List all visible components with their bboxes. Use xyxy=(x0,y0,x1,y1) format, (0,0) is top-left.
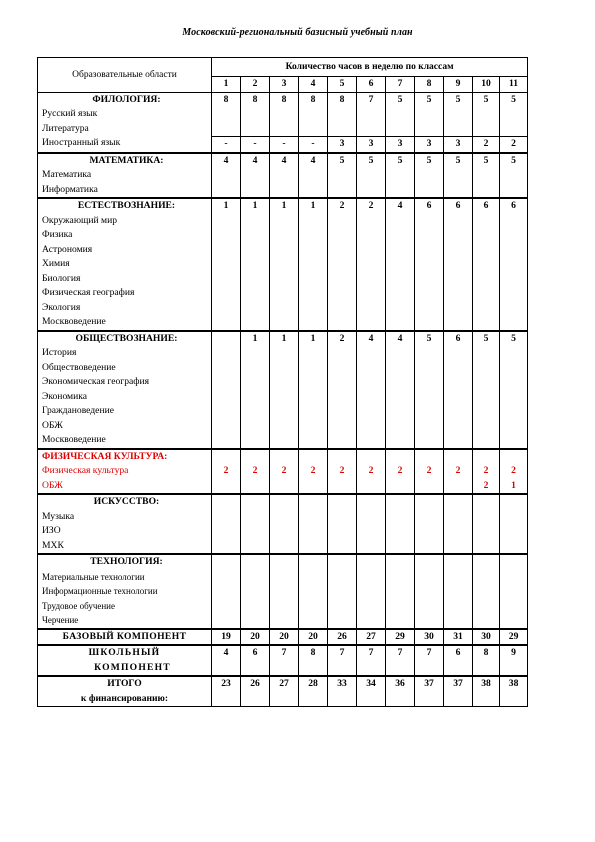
total-value: 20 xyxy=(299,629,328,646)
subject-label: Физическая география xyxy=(42,287,135,298)
total-value: 30 xyxy=(415,629,444,646)
hours-value: 2 xyxy=(455,465,461,476)
hours-value: 5 xyxy=(455,154,461,166)
total-label xyxy=(38,645,212,676)
hours-cell xyxy=(415,554,444,629)
class-header-3: 3 xyxy=(270,77,299,93)
hours-cell xyxy=(270,153,299,199)
total-value: 26 xyxy=(241,676,270,707)
hours-value: 6 xyxy=(483,200,489,211)
hours-value: 1 xyxy=(310,200,316,211)
hours-cell xyxy=(328,554,357,629)
class-header-1: 1 xyxy=(212,77,241,93)
subject-label: Экономика xyxy=(42,390,88,402)
hours-cell xyxy=(299,554,328,629)
hours-cell xyxy=(500,331,528,449)
total-value: 33 xyxy=(328,676,357,707)
section-area xyxy=(38,494,212,554)
hours-cell xyxy=(270,331,299,449)
hours-value: 6 xyxy=(511,200,516,211)
hours-cell xyxy=(212,153,241,199)
total-value: 7 xyxy=(357,645,386,676)
subject-label: Москвоведение xyxy=(42,316,106,327)
hours-extra-value: - xyxy=(298,136,328,152)
hours-cell xyxy=(299,92,328,153)
hours-cell xyxy=(415,449,444,495)
total-value: 6 xyxy=(241,645,270,676)
total-value: 31 xyxy=(444,629,473,646)
subject-label: Экология xyxy=(42,301,81,313)
hours-value: 1 xyxy=(310,332,316,344)
total-value: 7 xyxy=(415,645,444,676)
hours-value: 8 xyxy=(252,93,258,105)
class-header-11: 11 xyxy=(500,77,528,93)
subject-label: Русский язык xyxy=(42,108,98,119)
section-row xyxy=(38,554,528,629)
hours-cell xyxy=(444,449,473,495)
subject-label: Обществоведение xyxy=(42,361,116,373)
hours-value: 2 xyxy=(368,465,374,476)
hours-cell xyxy=(212,554,241,629)
hours-cell xyxy=(270,92,299,153)
hours-cell xyxy=(299,153,328,199)
section-area xyxy=(38,331,212,449)
total-value: 30 xyxy=(473,629,500,646)
total-value: 27 xyxy=(357,629,386,646)
hours-value: 5 xyxy=(511,332,516,344)
subject-label: Биология xyxy=(42,272,81,284)
hours-cell xyxy=(473,92,500,153)
total-value: 9 xyxy=(500,645,528,676)
hours-value: 5 xyxy=(511,93,516,105)
total-label-line: ИТОГО xyxy=(107,678,142,689)
hours-value: 5 xyxy=(368,154,374,166)
hours-cell xyxy=(444,198,473,331)
subject-label: Астрономия xyxy=(42,243,93,255)
hours-extra-value: 2 xyxy=(472,136,500,152)
hours-cell xyxy=(500,198,528,331)
hours-value: 5 xyxy=(339,154,345,166)
total-value: 6 xyxy=(444,645,473,676)
hours-value: 5 xyxy=(455,93,461,105)
total-value: 8 xyxy=(473,645,500,676)
hours-cell xyxy=(500,153,528,199)
hours-value: 1 xyxy=(281,332,287,344)
hours-value: 2 xyxy=(511,465,516,476)
subject-label: ОБЖ xyxy=(42,479,63,491)
hours-cell xyxy=(212,198,241,331)
hours-value: 6 xyxy=(455,332,461,344)
section-row xyxy=(38,92,528,153)
hours-value: 5 xyxy=(483,332,489,344)
total-row xyxy=(38,629,528,646)
class-header-4: 4 xyxy=(299,77,328,93)
class-header-8: 8 xyxy=(415,77,444,93)
total-value: 37 xyxy=(444,676,473,707)
hours-cell xyxy=(241,92,270,153)
subject-label: Экономическая география xyxy=(42,376,150,387)
total-row xyxy=(38,676,528,707)
class-header-9: 9 xyxy=(444,77,473,93)
hours-value: 4 xyxy=(397,332,403,344)
hours-cell xyxy=(386,198,415,331)
section-area xyxy=(38,198,212,331)
hours-extra-value: 3 xyxy=(414,136,444,152)
hours-value: 1 xyxy=(223,200,229,211)
hours-value: 4 xyxy=(223,154,229,166)
total-value: 23 xyxy=(212,676,241,707)
total-value: 7 xyxy=(270,645,299,676)
total-row xyxy=(38,645,528,676)
total-value: 37 xyxy=(415,676,444,707)
hours-value: 5 xyxy=(483,154,489,166)
hours-cell xyxy=(270,198,299,331)
subject-label: Химия xyxy=(42,258,70,269)
subject-label: Окружающий мир xyxy=(42,214,118,226)
hours-cell xyxy=(241,153,270,199)
hours-value: 4 xyxy=(310,154,316,166)
total-value: 34 xyxy=(357,676,386,707)
hours-extra-value: 3 xyxy=(443,136,473,152)
section-area xyxy=(38,554,212,629)
hours-cell xyxy=(473,554,500,629)
hours-cell xyxy=(444,494,473,554)
hours-cell xyxy=(357,92,386,153)
total-value: 26 xyxy=(328,629,357,646)
hours-cell xyxy=(473,449,500,495)
subject-label: Физика xyxy=(42,229,73,240)
subject-label: Иностранный язык xyxy=(42,137,121,148)
subject-label: ИЗО xyxy=(42,525,61,536)
total-value: 27 xyxy=(270,676,299,707)
total-value: 19 xyxy=(212,629,241,646)
subject-label: История xyxy=(42,347,77,358)
hours-value: 6 xyxy=(455,200,461,211)
hours-value: 7 xyxy=(368,93,374,105)
hours-cell xyxy=(328,449,357,495)
section-heading: ФИЗИЧЕСКАЯ КУЛЬТУРА: xyxy=(42,450,168,462)
section-row xyxy=(38,198,528,331)
total-value: 28 xyxy=(299,676,328,707)
subject-label: Физическая культура xyxy=(42,465,129,476)
section-row xyxy=(38,494,528,554)
hours-value: 2 xyxy=(339,465,345,476)
hours-cell xyxy=(241,198,270,331)
class-header-2: 2 xyxy=(241,77,270,93)
section-heading: МАТЕМАТИКА: xyxy=(89,154,164,166)
hours-extra-value: 2 xyxy=(483,479,489,491)
class-header-6: 6 xyxy=(357,77,386,93)
total-value: 20 xyxy=(241,629,270,646)
hours-cell xyxy=(212,331,241,449)
hours-value: 2 xyxy=(368,200,374,211)
total-value: 4 xyxy=(212,645,241,676)
hours-extra-value: 3 xyxy=(327,136,357,152)
hours-cell xyxy=(444,554,473,629)
total-value: 29 xyxy=(500,629,528,646)
hours-cell xyxy=(386,554,415,629)
hours-header: Количество часов в неделю по классам xyxy=(212,58,528,77)
hours-cell xyxy=(415,92,444,153)
hours-cell xyxy=(386,494,415,554)
hours-extra-value: 2 xyxy=(499,136,528,152)
hours-value: 2 xyxy=(310,465,316,476)
hours-cell xyxy=(444,92,473,153)
total-value: 7 xyxy=(328,645,357,676)
hours-cell xyxy=(473,153,500,199)
subject-label: МХК xyxy=(42,539,64,551)
hours-value: 8 xyxy=(281,93,287,105)
hours-cell xyxy=(500,449,528,495)
total-label xyxy=(38,676,212,707)
hours-value: 5 xyxy=(426,93,432,105)
section-area xyxy=(38,153,212,199)
hours-value: 2 xyxy=(397,465,403,476)
section-area xyxy=(38,92,212,153)
hours-value: 4 xyxy=(252,154,258,166)
total-value: 7 xyxy=(386,645,415,676)
subject-label: Математика xyxy=(42,169,92,180)
section-heading: ФИЛОЛОГИЯ: xyxy=(92,93,161,105)
hours-value: 2 xyxy=(281,465,287,476)
hours-cell xyxy=(241,494,270,554)
hours-value: 5 xyxy=(483,93,489,105)
subject-label: Материальные технологии xyxy=(42,571,145,582)
hours-cell xyxy=(299,331,328,449)
subject-label: Граждановедение xyxy=(42,405,114,416)
subject-label: Москвоведение xyxy=(42,434,106,445)
hours-cell xyxy=(415,331,444,449)
hours-value: 2 xyxy=(426,465,432,476)
section-heading: ТЕХНОЛОГИЯ: xyxy=(90,556,163,567)
hours-value: 4 xyxy=(281,154,287,166)
areas-header: Образовательные области xyxy=(38,58,212,93)
hours-cell xyxy=(386,153,415,199)
hours-cell xyxy=(357,153,386,199)
subject-label: Литература xyxy=(42,122,89,134)
section-row xyxy=(38,449,528,495)
hours-value: 6 xyxy=(426,200,432,211)
section-area xyxy=(38,449,212,495)
hours-cell xyxy=(328,494,357,554)
section-heading: ЕСТЕСТВОЗНАНИЕ: xyxy=(77,200,176,211)
hours-extra-value: 3 xyxy=(385,136,415,152)
total-label-line: БАЗОВЫЙ КОМПОНЕНТ xyxy=(62,630,187,642)
hours-cell xyxy=(473,494,500,554)
section-heading: ОБЩЕСТВОЗНАНИЕ: xyxy=(75,332,178,344)
hours-value: 8 xyxy=(310,93,316,105)
hours-value: 8 xyxy=(339,93,345,105)
hours-value: 2 xyxy=(483,465,489,476)
hours-cell xyxy=(241,449,270,495)
hours-cell xyxy=(415,494,444,554)
hours-cell xyxy=(415,153,444,199)
total-value: 29 xyxy=(386,629,415,646)
hours-cell xyxy=(241,554,270,629)
hours-value: 2 xyxy=(252,465,258,476)
hours-value: 2 xyxy=(339,332,345,344)
hours-cell xyxy=(270,449,299,495)
hours-value: 5 xyxy=(426,332,432,344)
hours-value: 4 xyxy=(368,332,374,344)
hours-cell xyxy=(270,494,299,554)
hours-cell xyxy=(386,92,415,153)
hours-value: 1 xyxy=(252,200,258,211)
total-value: 36 xyxy=(386,676,415,707)
subject-label: Информатика xyxy=(42,183,98,195)
hours-value: 2 xyxy=(223,465,229,476)
hours-cell xyxy=(357,198,386,331)
subject-label: Черчение xyxy=(42,615,79,625)
hours-cell xyxy=(415,198,444,331)
section-row xyxy=(38,331,528,449)
hours-extra-value: 3 xyxy=(356,136,386,152)
hours-cell xyxy=(500,554,528,629)
section-heading: ИСКУССТВО: xyxy=(93,496,160,507)
subject-label: ОБЖ xyxy=(42,419,63,431)
hours-cell xyxy=(357,554,386,629)
total-value: 38 xyxy=(500,676,528,707)
hours-cell xyxy=(357,331,386,449)
hours-value: 8 xyxy=(223,93,229,105)
hours-cell xyxy=(473,198,500,331)
hours-cell xyxy=(386,331,415,449)
hours-cell xyxy=(444,153,473,199)
hours-extra-value: - xyxy=(240,136,270,152)
hours-cell xyxy=(328,92,357,153)
hours-cell xyxy=(444,331,473,449)
hours-cell xyxy=(212,494,241,554)
total-label xyxy=(38,629,212,646)
hours-cell xyxy=(328,153,357,199)
hours-value: 5 xyxy=(511,154,516,166)
hours-cell xyxy=(328,331,357,449)
hours-cell xyxy=(357,449,386,495)
hours-extra-value: 1 xyxy=(511,479,516,491)
hours-cell xyxy=(500,494,528,554)
page-title: Московский-региональный базисный учебный план xyxy=(182,27,413,38)
section-row xyxy=(38,153,528,199)
hours-value: 4 xyxy=(397,200,403,211)
hours-cell xyxy=(357,494,386,554)
total-value: 8 xyxy=(299,645,328,676)
hours-cell xyxy=(500,92,528,153)
hours-value: 5 xyxy=(397,154,403,166)
class-header-7: 7 xyxy=(386,77,415,93)
hours-cell xyxy=(386,449,415,495)
hours-value: 1 xyxy=(252,332,258,344)
hours-extra-value: - xyxy=(269,136,299,152)
total-value: 38 xyxy=(473,676,500,707)
class-header-10: 10 xyxy=(473,77,500,93)
hours-value: 5 xyxy=(426,154,432,166)
hours-value: 2 xyxy=(339,200,345,211)
hours-cell xyxy=(473,331,500,449)
hours-cell xyxy=(212,449,241,495)
hours-cell xyxy=(212,92,241,153)
hours-cell xyxy=(241,331,270,449)
hours-cell xyxy=(328,198,357,331)
hours-extra-value: - xyxy=(211,136,241,152)
subject-label: Музыка xyxy=(42,510,75,522)
subject-label: Информационные технологии xyxy=(42,586,158,596)
hours-cell xyxy=(270,554,299,629)
curriculum-table xyxy=(37,57,528,707)
total-label-line: ШКОЛЬНЫЙ xyxy=(88,647,161,658)
subject-label: Трудовое обучение xyxy=(42,600,115,611)
hours-value: 5 xyxy=(397,93,403,105)
hours-cell xyxy=(299,198,328,331)
total-label-line: КОМПОНЕНТ xyxy=(94,661,171,673)
hours-cell xyxy=(299,449,328,495)
total-value: 20 xyxy=(270,629,299,646)
hours-value: 1 xyxy=(281,200,287,211)
total-label-line: к финансированию: xyxy=(80,692,169,704)
class-header-5: 5 xyxy=(328,77,357,93)
hours-cell xyxy=(299,494,328,554)
